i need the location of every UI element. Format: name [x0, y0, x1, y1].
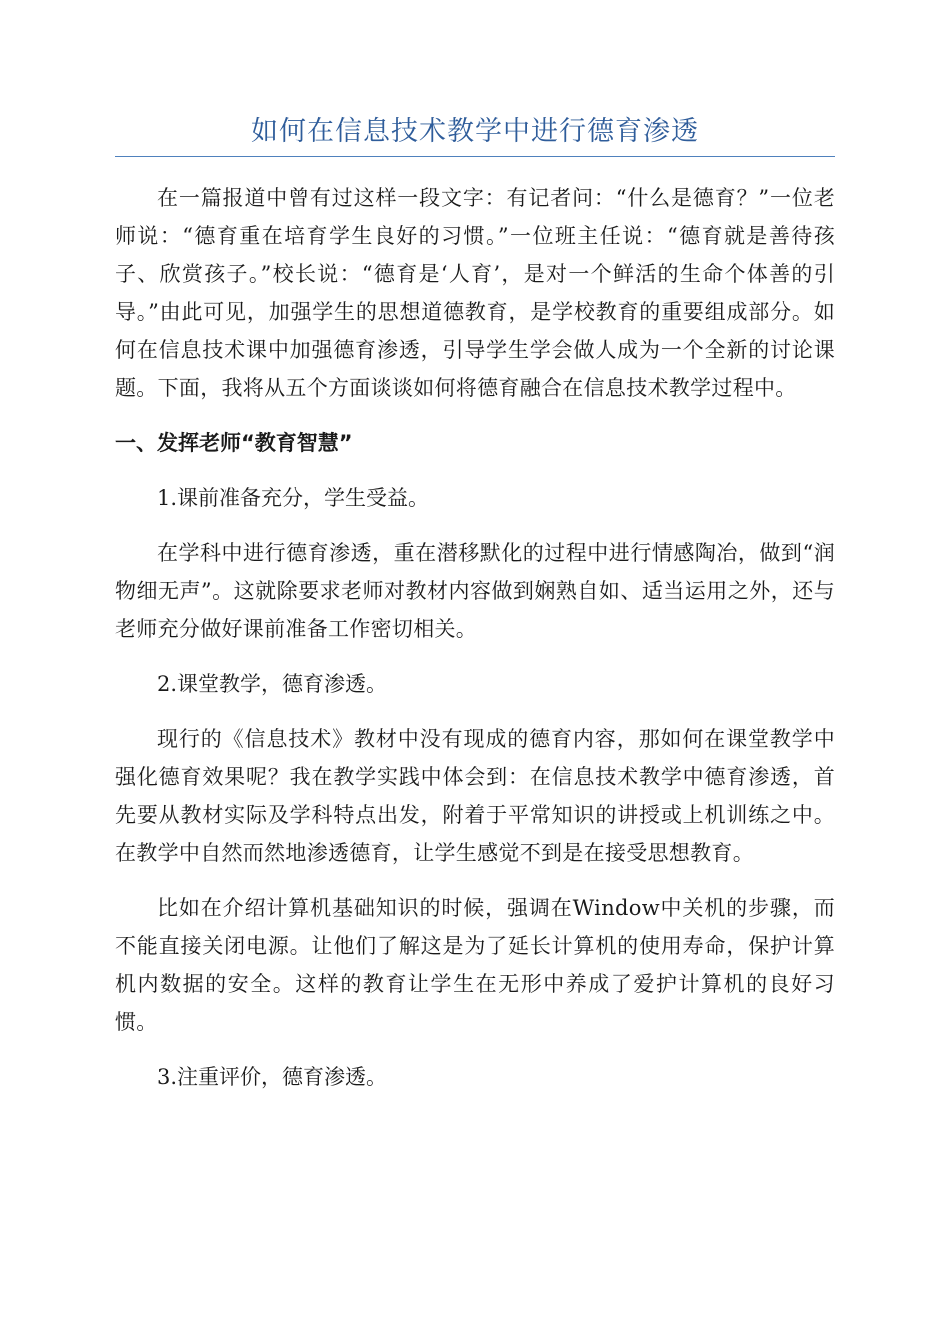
document-title: 如何在信息技术教学中进行德育渗透: [115, 110, 835, 157]
subsection-title-1: 1.课前准备充分，学生受益。: [157, 486, 430, 510]
subsection-2-paragraph-2: 比如在介绍计算机基础知识的时候，强调在Window中关机的步骤，而不能直接关闭电源。让他们了解这是为了延长计算机的使用寿命，保护计算机内数据的安全。这样的教育让学生在无形中养成了爱护计算机的良好习惯。: [115, 896, 835, 1034]
subsection-2-paragraph-1: 现行的《信息技术》教材中没有现成的德育内容，那如何在课堂教学中强化德育效果呢？我在教学实践中体会到：在信息技术教学中德育渗透，首先要从教材实际及学科特点出发，附着于平常知识的讲授或上机训练之中。在教学中自然而然地渗透德育，让学生感觉不到是在接受思想教育。: [115, 727, 835, 865]
subsection-title-2: 2.课堂教学，德育渗透。: [157, 672, 388, 696]
subsection-1-paragraph: 在学科中进行德育渗透，重在潜移默化的过程中进行情感陶冶，做到“润物细无声”。这就除要求老师对教材内容做到娴熟自如、适当运用之外，还与老师充分做好课前准备工作密切相关。: [115, 541, 835, 641]
section-heading: 一、发挥老师“教育智慧”: [115, 431, 353, 455]
subsection-title-3: 3.注重评价，德育渗透。: [157, 1065, 388, 1089]
intro-paragraph: 在一篇报道中曾有过这样一段文字：有记者问：“什么是德育？”一位老师说：“德育重在培育学生良好的习惯。”一位班主任说：“德育就是善待孩子、欣赏孩子。”校长说：“德育是‘人育’，是对一个鲜活的生命个体善的引导。”由此可见，加强学生的思想道德教育，是学校教育的重要组成部分。如何在信息技术课中加强德育渗透，引导学生学会做人成为一个全新的讨论课题。下面，我将从五个方面谈谈如何将德育融合在信息技术教学过程中。: [115, 186, 835, 400]
document-page: [115, 110, 835, 1096]
